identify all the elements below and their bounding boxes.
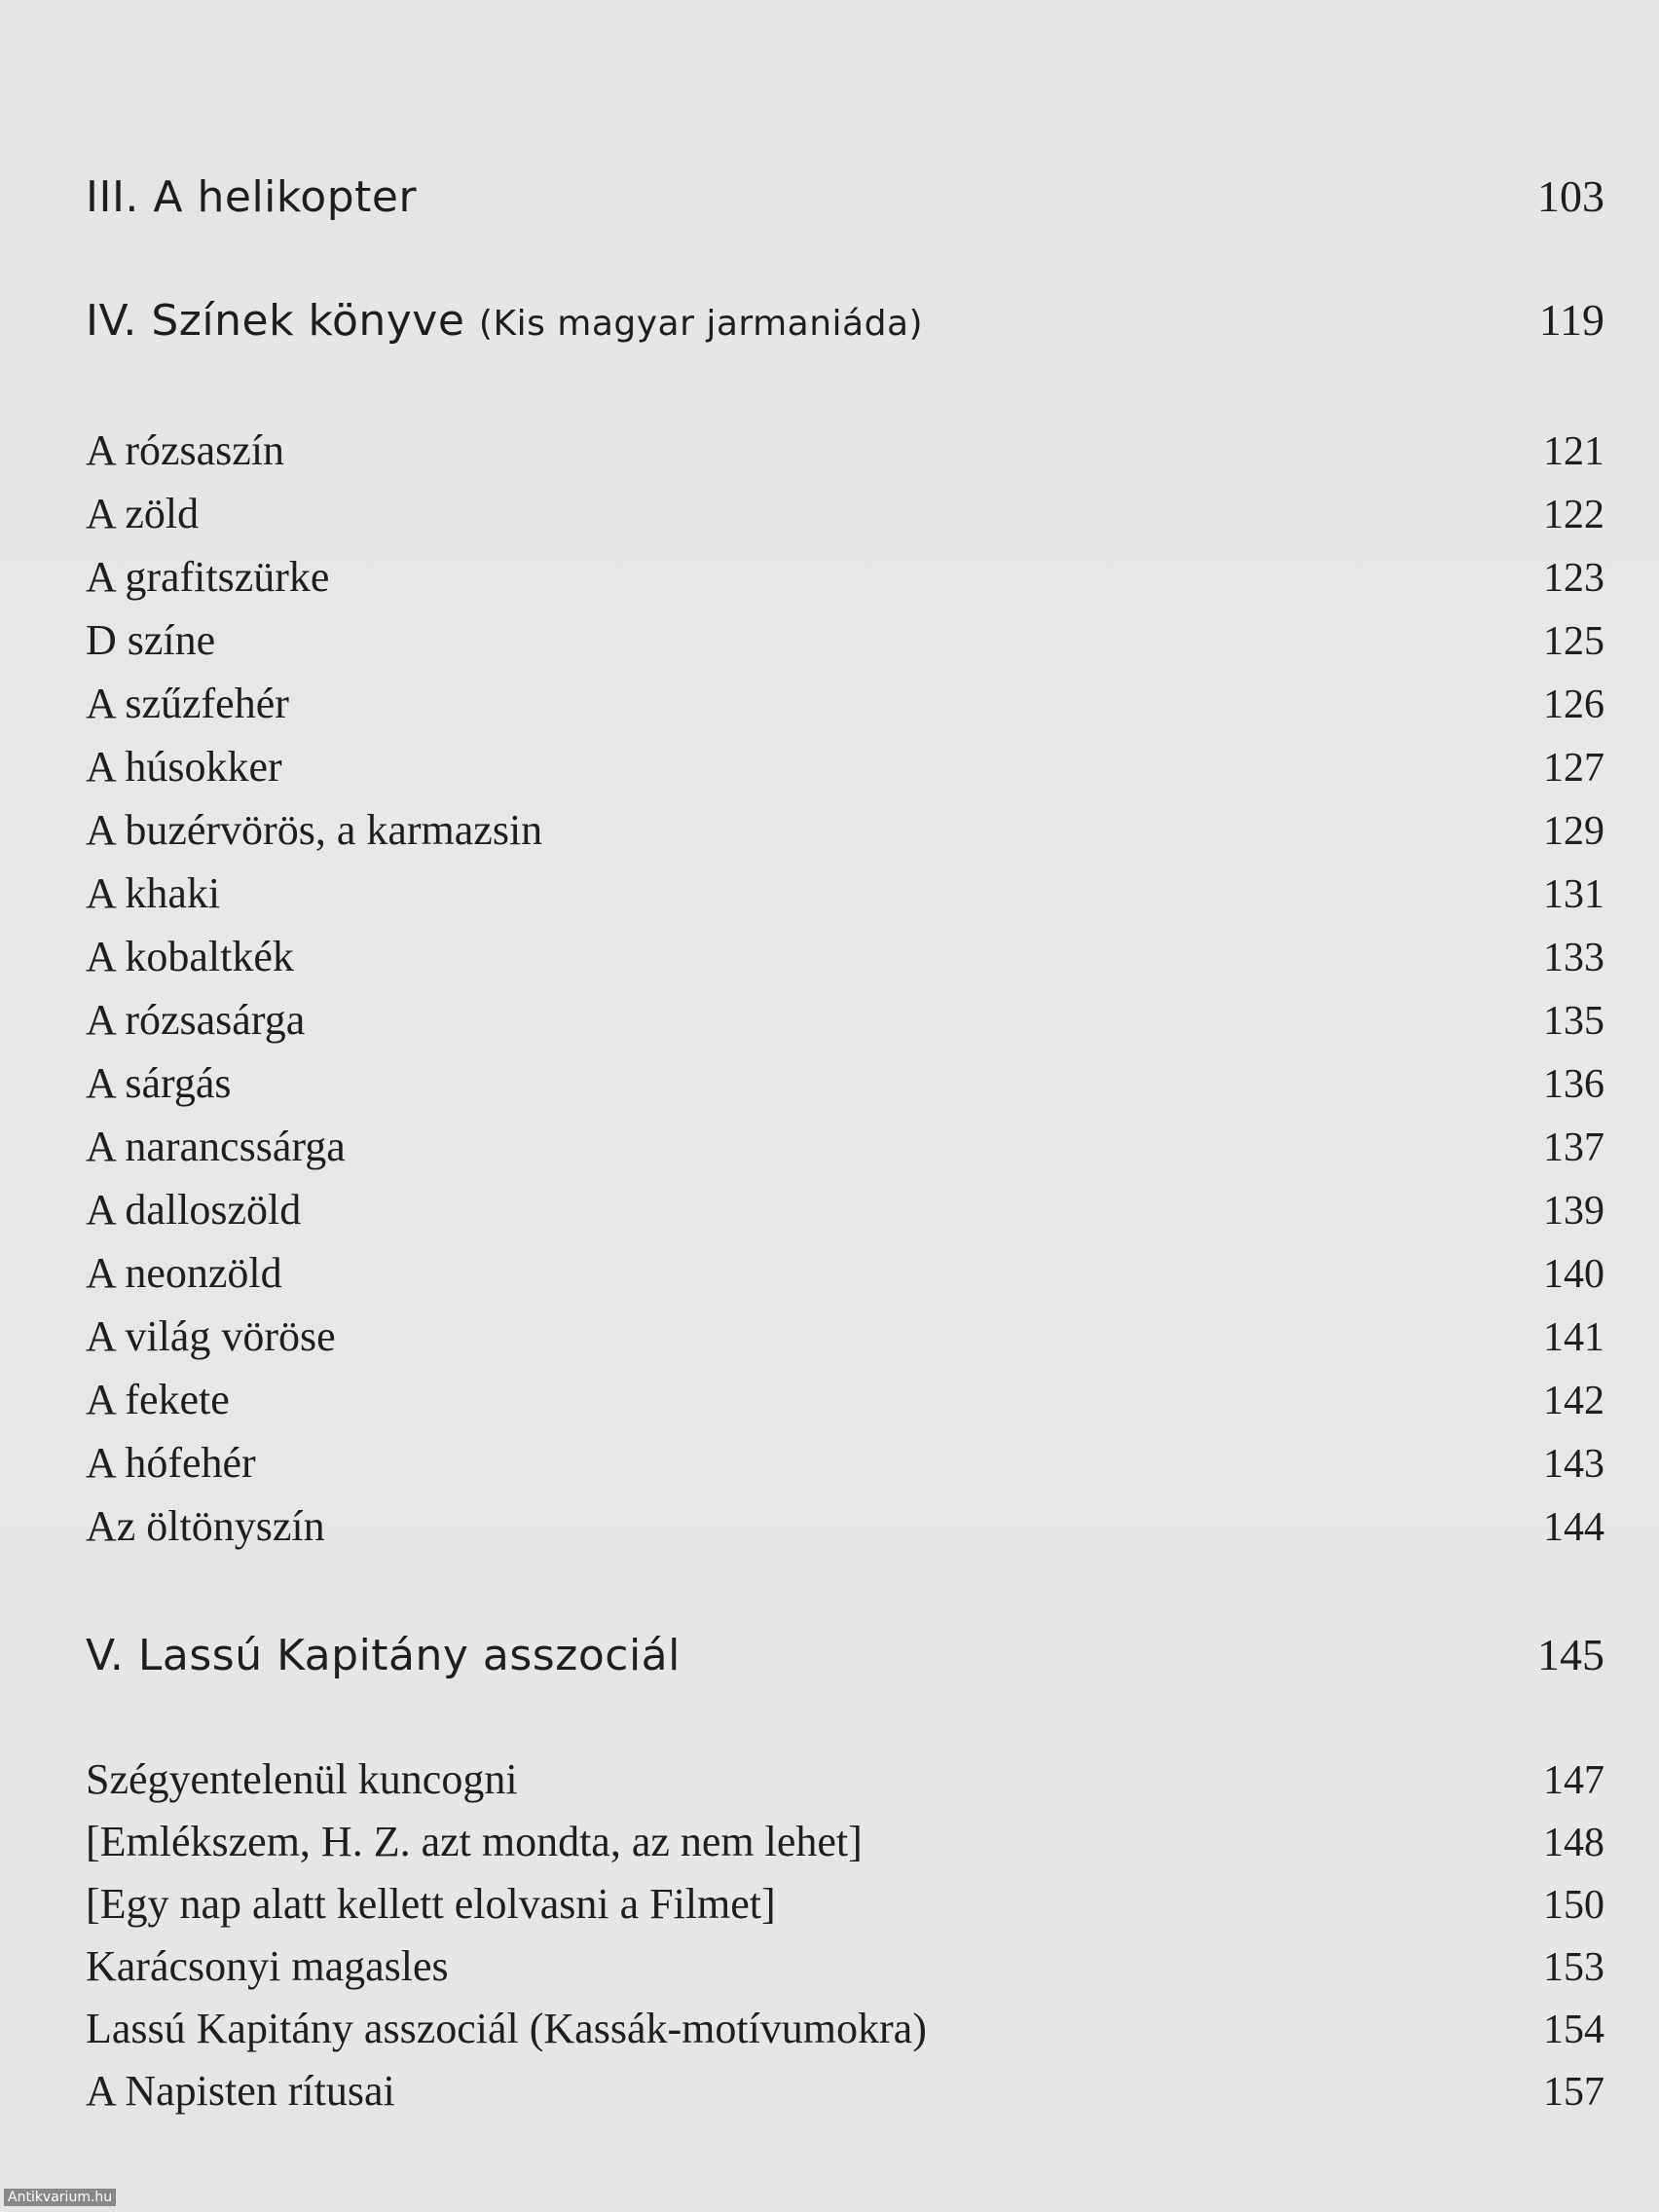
- toc-entry: [86, 543, 1604, 602]
- entry-page: 137: [1543, 1125, 1604, 1170]
- section-title: V. Lassú Kapitány asszociál: [86, 1631, 681, 1680]
- section-page: 145: [1537, 1630, 1604, 1679]
- toc-entry: [86, 1303, 1604, 1361]
- toc-entry: [86, 1239, 1604, 1298]
- entry-title: A rózsasárga: [86, 996, 306, 1044]
- entry-page: 154: [1543, 2008, 1604, 2052]
- section-page: 103: [1537, 171, 1604, 221]
- entry-page: 140: [1543, 1252, 1604, 1297]
- toc-entry: [86, 1995, 1604, 2053]
- toc-entry: [86, 1113, 1604, 1171]
- entry-title: A fekete: [86, 1376, 230, 1423]
- entry-title: A szűzfehér: [86, 680, 289, 727]
- entry-title: A dalloszöld: [86, 1186, 302, 1234]
- entry-title: D színe: [86, 616, 216, 664]
- entry-title: A buzérvörös, a karmazsin: [86, 806, 543, 854]
- entry-page: 127: [1543, 746, 1604, 791]
- toc-entry: [86, 923, 1604, 981]
- entry-title: A hófehér: [86, 1439, 256, 1487]
- toc-entry: [86, 1366, 1604, 1424]
- toc-entry: [86, 1429, 1604, 1488]
- section-page: 119: [1538, 295, 1604, 345]
- entry-title: [Emlékszem, H. Z. azt mondta, az nem lehet]: [86, 1818, 863, 1865]
- toc-entry: [86, 1746, 1604, 1804]
- entry-page: 135: [1543, 999, 1604, 1044]
- entry-page: 147: [1543, 1758, 1604, 1803]
- entry-page: 122: [1543, 493, 1604, 537]
- toc-entry: [86, 1493, 1604, 1551]
- entry-page: 143: [1543, 1442, 1604, 1487]
- entry-title: A narancssárga: [86, 1123, 346, 1170]
- entry-title: A Napisten rítusai: [86, 2067, 395, 2115]
- toc-entry: [86, 1050, 1604, 1108]
- entry-page: 131: [1543, 872, 1604, 917]
- toc-section-3: [86, 164, 1604, 222]
- entry-page: 126: [1543, 682, 1604, 727]
- toc-entry: [86, 860, 1604, 918]
- toc-entry: [86, 607, 1604, 665]
- entry-page: 142: [1543, 1379, 1604, 1423]
- entry-title: A rózsaszín: [86, 426, 285, 474]
- toc-entry: [86, 417, 1604, 475]
- entry-page: 139: [1543, 1189, 1604, 1234]
- entry-title: Lassú Kapitány asszociál (Kassák-motívumokra): [86, 2005, 927, 2052]
- entry-title: Karácsonyi magasles: [86, 1942, 449, 1990]
- toc-entry: [86, 1176, 1604, 1235]
- entry-title: A világ vöröse: [86, 1312, 336, 1360]
- entry-page: 121: [1543, 429, 1604, 474]
- entry-page: 144: [1543, 1505, 1604, 1550]
- entry-title: Az öltönyszín: [86, 1502, 325, 1550]
- entry-page: 153: [1543, 1945, 1604, 1990]
- entry-title: A húsokker: [86, 743, 282, 791]
- entry-page: 141: [1543, 1315, 1604, 1360]
- entry-page: 133: [1543, 936, 1604, 980]
- entry-page: 148: [1543, 1821, 1604, 1865]
- entry-title: [Egy nap alatt kellett elolvasni a Filmet]: [86, 1880, 776, 1928]
- toc-section-4: [86, 287, 1604, 346]
- toc-entry: [86, 1808, 1604, 1866]
- entry-title: A neonzöld: [86, 1249, 282, 1297]
- toc-entry: [86, 1933, 1604, 1991]
- toc-entry: [86, 670, 1604, 728]
- entry-page: 125: [1543, 619, 1604, 664]
- toc-entry: [86, 480, 1604, 538]
- entry-title: A zöld: [86, 490, 200, 537]
- toc-entry: [86, 733, 1604, 792]
- entry-title: Szégyentelenül kuncogni: [86, 1755, 518, 1803]
- toc-section-5: [86, 1622, 1604, 1680]
- toc-entry: [86, 796, 1604, 855]
- section-title: III. A helikopter: [86, 172, 418, 222]
- toc-entry: [86, 1870, 1604, 1929]
- entry-title: A sárgás: [86, 1059, 232, 1107]
- section-title: IV. Színek könyve (Kis magyar jarmaniáda): [86, 296, 924, 346]
- entry-page: 136: [1543, 1062, 1604, 1107]
- entry-page: 123: [1543, 556, 1604, 601]
- entry-page: 150: [1543, 1883, 1604, 1928]
- toc-entry: [86, 986, 1604, 1045]
- toc-entry: [86, 2057, 1604, 2116]
- entry-title: A khaki: [86, 869, 221, 917]
- entry-title: A grafitszürke: [86, 553, 330, 601]
- entry-title: A kobaltkék: [86, 933, 294, 980]
- entry-page: 157: [1543, 2070, 1604, 2115]
- entry-page: 129: [1543, 809, 1604, 854]
- section-subtitle: (Kis magyar jarmaniáda): [478, 304, 924, 344]
- watermark: Antikvarium.hu: [4, 2189, 116, 2206]
